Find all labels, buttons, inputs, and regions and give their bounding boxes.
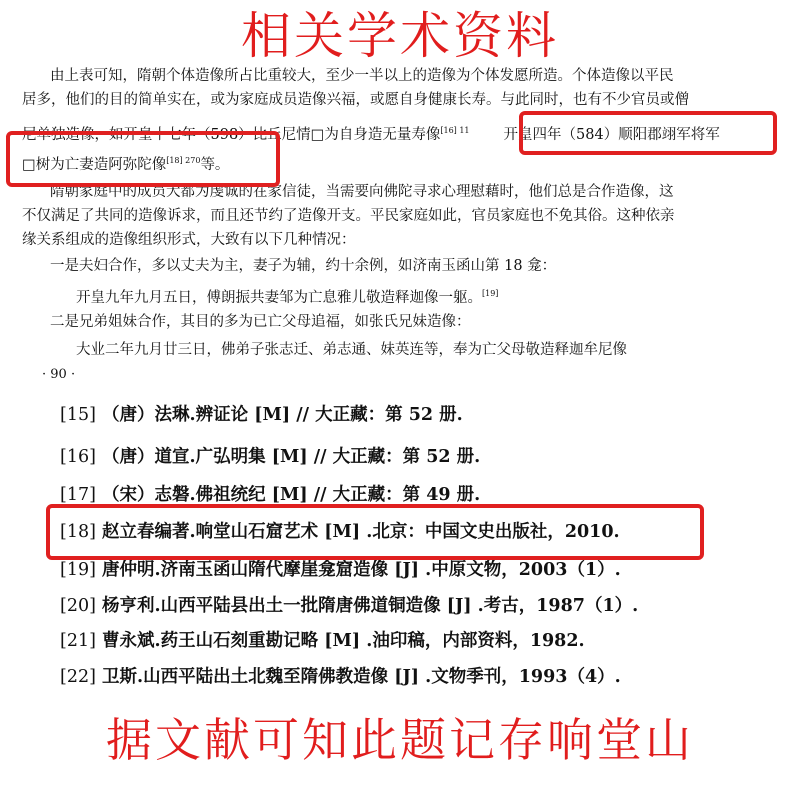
reference-item <box>60 626 585 656</box>
footnote-ref: [19] <box>482 289 499 298</box>
list-item-2: 二是兄弟姐妹合作，其目的多为已亡父母追福，如张氏兄妹造像： <box>50 314 471 330</box>
reference-number: [17] <box>60 485 96 505</box>
page-title: 相关学术资料 <box>241 7 559 65</box>
reference-number: [21] <box>60 631 96 651</box>
paragraph-2-line-1: 隋朝家庭中的成员大都为虔诚的在家信徒，当需要向佛陀寻求心理慰藉时，他们总是合作造像，这 <box>50 184 674 200</box>
reference-number: [20] <box>60 596 96 616</box>
reference-item <box>60 662 621 692</box>
reference-text: 卫斯.山西平陆出土北魏至隋佛教造像 [J] .文物季刊，1993（4）. <box>102 667 621 687</box>
reference-number: [18] <box>60 522 96 542</box>
paragraph-1-line-2: 居多，他们的目的简单实在，或为家庭成员造像兴福，或愿自身健康长寿。与此同时，也有不少官员或僧 <box>22 92 689 108</box>
paragraph-2-line-2: 不仅满足了共同的造像诉求，而且还节约了造像开支。平民家庭如此，官员家庭也不免其俗。这种依亲 <box>22 208 675 224</box>
reference-text: 赵立春编著.响堂山石窟艺术 [M] .北京：中国文史出版社，2010. <box>102 522 620 542</box>
paragraph-1-line-1: 由上表可知，隋朝个体造像所占比重较大，至少一半以上的造像为个体发愿所造。个体造像以平民 <box>50 68 674 84</box>
reference-text: （唐）法琳.辨证论 [M] // 大正藏：第 52 册. <box>102 405 463 425</box>
reference-text: 曹永斌.药王山石刻重勘记略 [M] .油印稿，内部资料，1982. <box>102 631 585 651</box>
caption: 据文献可知此题记存响堂山 <box>106 713 694 767</box>
page-number: · 90 · <box>42 367 76 382</box>
highlight-box-inscription-a <box>519 111 777 155</box>
footnote-ref: [16] 11 <box>440 126 470 135</box>
reference-number: [16] <box>60 447 96 467</box>
list-item-1-quote-text: 开皇九年九月五日，傅朗振共妻邹为亡息雅儿敬造释迦像一躯。 <box>76 289 482 306</box>
reference-text: 杨亨利.山西平陆县出土一批隋唐佛道铜造像 [J] .考古，1987（1）. <box>102 596 639 616</box>
reference-number: [15] <box>60 405 96 425</box>
paragraph-1-line-4-end: 等。 <box>200 156 230 173</box>
reference-item <box>60 591 638 621</box>
list-item-1-quote <box>76 282 498 310</box>
highlighted-inscription-b: □树为亡妻造阿弥陀像 <box>22 156 167 173</box>
highlight-box-inscription-b <box>6 131 280 187</box>
highlighted-inscription-a: 开皇四年（584）顺阳郡翊军将军 <box>503 126 720 143</box>
list-item-2-quote: 大业二年九月廿三日，佛弟子张志迁、弟志通、妹英连等，奉为亡父母敬造释迦牟尼像 <box>76 342 627 358</box>
reference-text: （唐）道宣.广弘明集 [M] // 大正藏：第 52 册. <box>102 447 481 467</box>
paragraph-1-line-3-text-a: 尼单独造像，如开皇十七年（598）比丘尼情□为自身造无量寿像 <box>22 126 441 143</box>
reference-number: [19] <box>60 560 96 580</box>
highlight-box-reference-18 <box>46 504 704 560</box>
paragraph-2-line-3: 缘关系组成的造像组织形式，大致有以下几种情况： <box>22 232 356 248</box>
reference-item <box>60 400 463 430</box>
reference-number: [22] <box>60 667 96 687</box>
reference-item <box>60 442 480 472</box>
reference-text: 唐仲明.济南玉函山隋代摩崖龛窟造像 [J] .中原文物，2003（1）. <box>102 560 621 580</box>
reference-text: （宋）志磐.佛祖统纪 [M] // 大正藏：第 49 册. <box>102 485 481 505</box>
footnote-ref: [18] 270 <box>166 156 201 165</box>
list-item-1: 一是夫妇合作，多以丈夫为主，妻子为辅，约十余例，如济南玉函山第 18 龛： <box>50 258 557 274</box>
